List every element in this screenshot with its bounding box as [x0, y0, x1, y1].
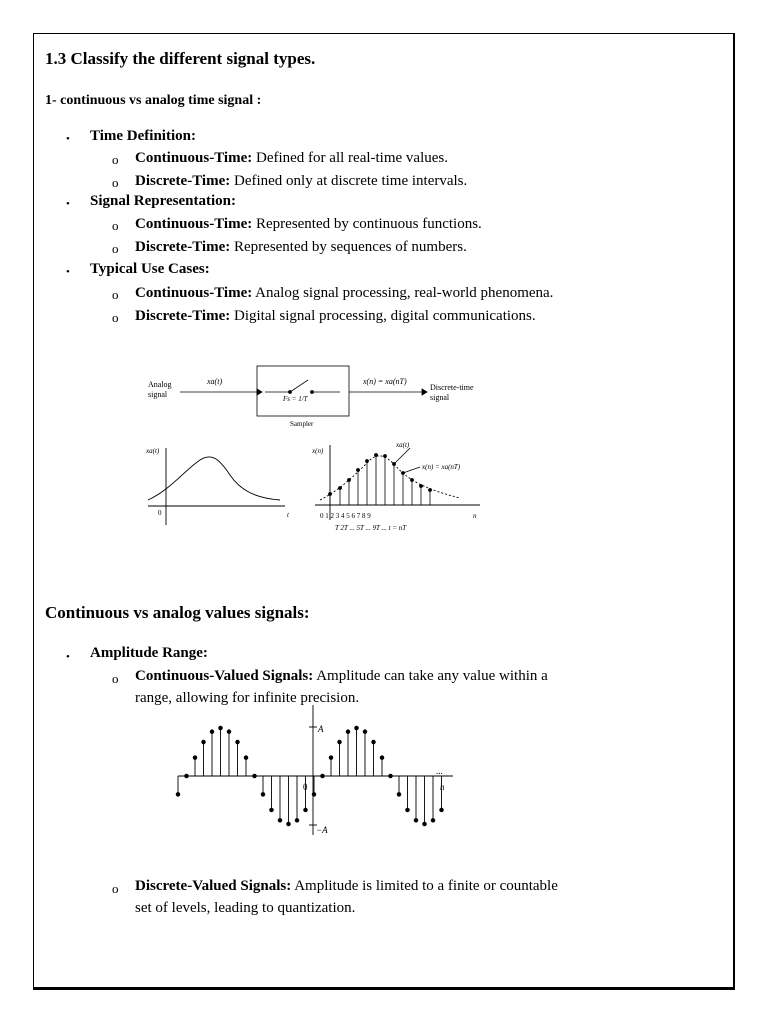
right-curve-label: xa(t) — [396, 441, 410, 449]
list-item: Continuous-Valued Signals: Amplitude can take any value within a — [135, 668, 548, 684]
group-label-time-definition: Time Definition: — [90, 128, 196, 144]
analog-label-2: signal — [148, 390, 168, 399]
stem-dot — [329, 756, 333, 760]
page-title: 1.3 Classify the different signal types. — [45, 49, 316, 68]
stem-dot — [423, 822, 427, 826]
stem-dot — [176, 793, 180, 797]
stem-dot — [253, 774, 257, 778]
list-item: Continuous-Time: Represented by continuous functions. — [135, 216, 482, 232]
stem-dot — [380, 756, 384, 760]
origin-label: 0 — [303, 782, 308, 792]
discrete-plot — [315, 445, 480, 520]
arrow-head-icon — [422, 389, 427, 395]
sample-stems — [329, 448, 432, 505]
list-item: Discrete-Time: Digital signal processing, digital communications. — [135, 308, 536, 324]
stem-dot — [227, 730, 231, 734]
list-item: Discrete-Valued Signals: Amplitude is limited to a finite or countable — [135, 878, 558, 894]
right-y-label: x(n) — [312, 447, 324, 455]
sampler-label: Sampler — [290, 420, 314, 428]
group-label-amplitude-range: Amplitude Range: — [90, 645, 208, 661]
stem-dot — [363, 730, 367, 734]
n-axis-label: n — [440, 782, 445, 792]
circle-bullet-icon: o — [112, 241, 119, 256]
bullet-icon: • — [66, 198, 70, 210]
list-item-continuation: set of levels, leading to quantization. — [135, 900, 356, 916]
ellipsis-label: ... — [436, 766, 443, 776]
arrow-head-icon — [257, 389, 262, 395]
stem-dot — [261, 793, 265, 797]
stem-dot — [372, 740, 376, 744]
right-eq-label: x(n) = xa(nT) — [422, 463, 461, 471]
stem-dot — [287, 822, 291, 826]
stem-dot — [202, 740, 206, 744]
stem-dot — [312, 793, 316, 797]
pos-amplitude-label: A — [318, 724, 324, 734]
left-origin-label: 0 — [158, 509, 162, 517]
stem-dot — [414, 819, 418, 823]
circle-bullet-icon: o — [112, 287, 119, 302]
circle-bullet-icon: o — [112, 671, 119, 686]
list-item: Discrete-Time: Represented by sequences of numbers. — [135, 239, 467, 255]
bullet-icon: • — [66, 266, 70, 278]
stem-dot — [244, 756, 248, 760]
stem-dot — [304, 808, 308, 812]
analog-plot — [148, 448, 285, 525]
stem-dot — [397, 793, 401, 797]
stem-dot — [440, 808, 444, 812]
neg-amplitude-label: −A — [316, 825, 328, 835]
group-label-signal-representation: Signal Representation: — [90, 193, 236, 209]
section-2-heading: Continuous vs analog values signals: — [45, 603, 310, 622]
n-ticks: 0 1 2 3 4 5 6 7 8 9 — [320, 512, 371, 520]
sampler-rate-label: Fs = 1/T — [283, 395, 308, 403]
circle-bullet-icon: o — [112, 175, 119, 190]
sinusoid-stem-figure — [168, 700, 468, 840]
stem-dot — [193, 756, 197, 760]
list-item: Continuous-Time: Defined for all real-time values. — [135, 150, 448, 166]
stem-dot — [406, 808, 410, 812]
stem-dot — [270, 808, 274, 812]
stem-dot — [355, 726, 359, 730]
analog-label: Analog — [148, 380, 172, 389]
discrete-label: Discrete-time — [430, 383, 474, 392]
bullet-icon: • — [66, 133, 70, 145]
stem-dot — [219, 726, 223, 730]
output-signal-label: x(n) = xa(nT) — [363, 377, 407, 386]
stem-dot — [210, 730, 214, 734]
group-label-typical-use-cases: Typical Use Cases: — [90, 261, 210, 277]
stem-dot — [431, 819, 435, 823]
sampler-figure — [140, 360, 490, 540]
stem-dot — [346, 730, 350, 734]
stem-dot — [278, 819, 282, 823]
circle-bullet-icon: o — [112, 218, 119, 233]
input-signal-label: xa(t) — [207, 377, 223, 386]
left-y-label: xa(t) — [146, 447, 160, 455]
circle-bullet-icon: o — [112, 152, 119, 167]
stem-dot — [321, 774, 325, 778]
stem-dot — [185, 774, 189, 778]
stem-dot — [295, 819, 299, 823]
left-t-label: t — [287, 511, 289, 519]
stem-dot — [389, 774, 393, 778]
list-item-continuation: range, allowing for infinite precision. — [135, 690, 360, 706]
t-ticks: T 2T ... 5T ... 9T ... t = nT — [335, 524, 407, 532]
list-item: Discrete-Time: Defined only at discrete time intervals. — [135, 173, 468, 189]
discrete-label-2: signal — [430, 393, 450, 402]
circle-bullet-icon: o — [112, 881, 119, 896]
stem-dot — [236, 740, 240, 744]
list-item: Continuous-Time: Analog signal processing, real-world phenomena. — [135, 285, 554, 301]
section-1-heading: 1- continuous vs analog time signal : — [45, 93, 262, 108]
stem-dot — [338, 740, 342, 744]
circle-bullet-icon: o — [112, 310, 119, 325]
bullet-icon: • — [66, 651, 70, 663]
n-axis-label: n — [473, 512, 477, 520]
sampler-box — [257, 366, 349, 416]
